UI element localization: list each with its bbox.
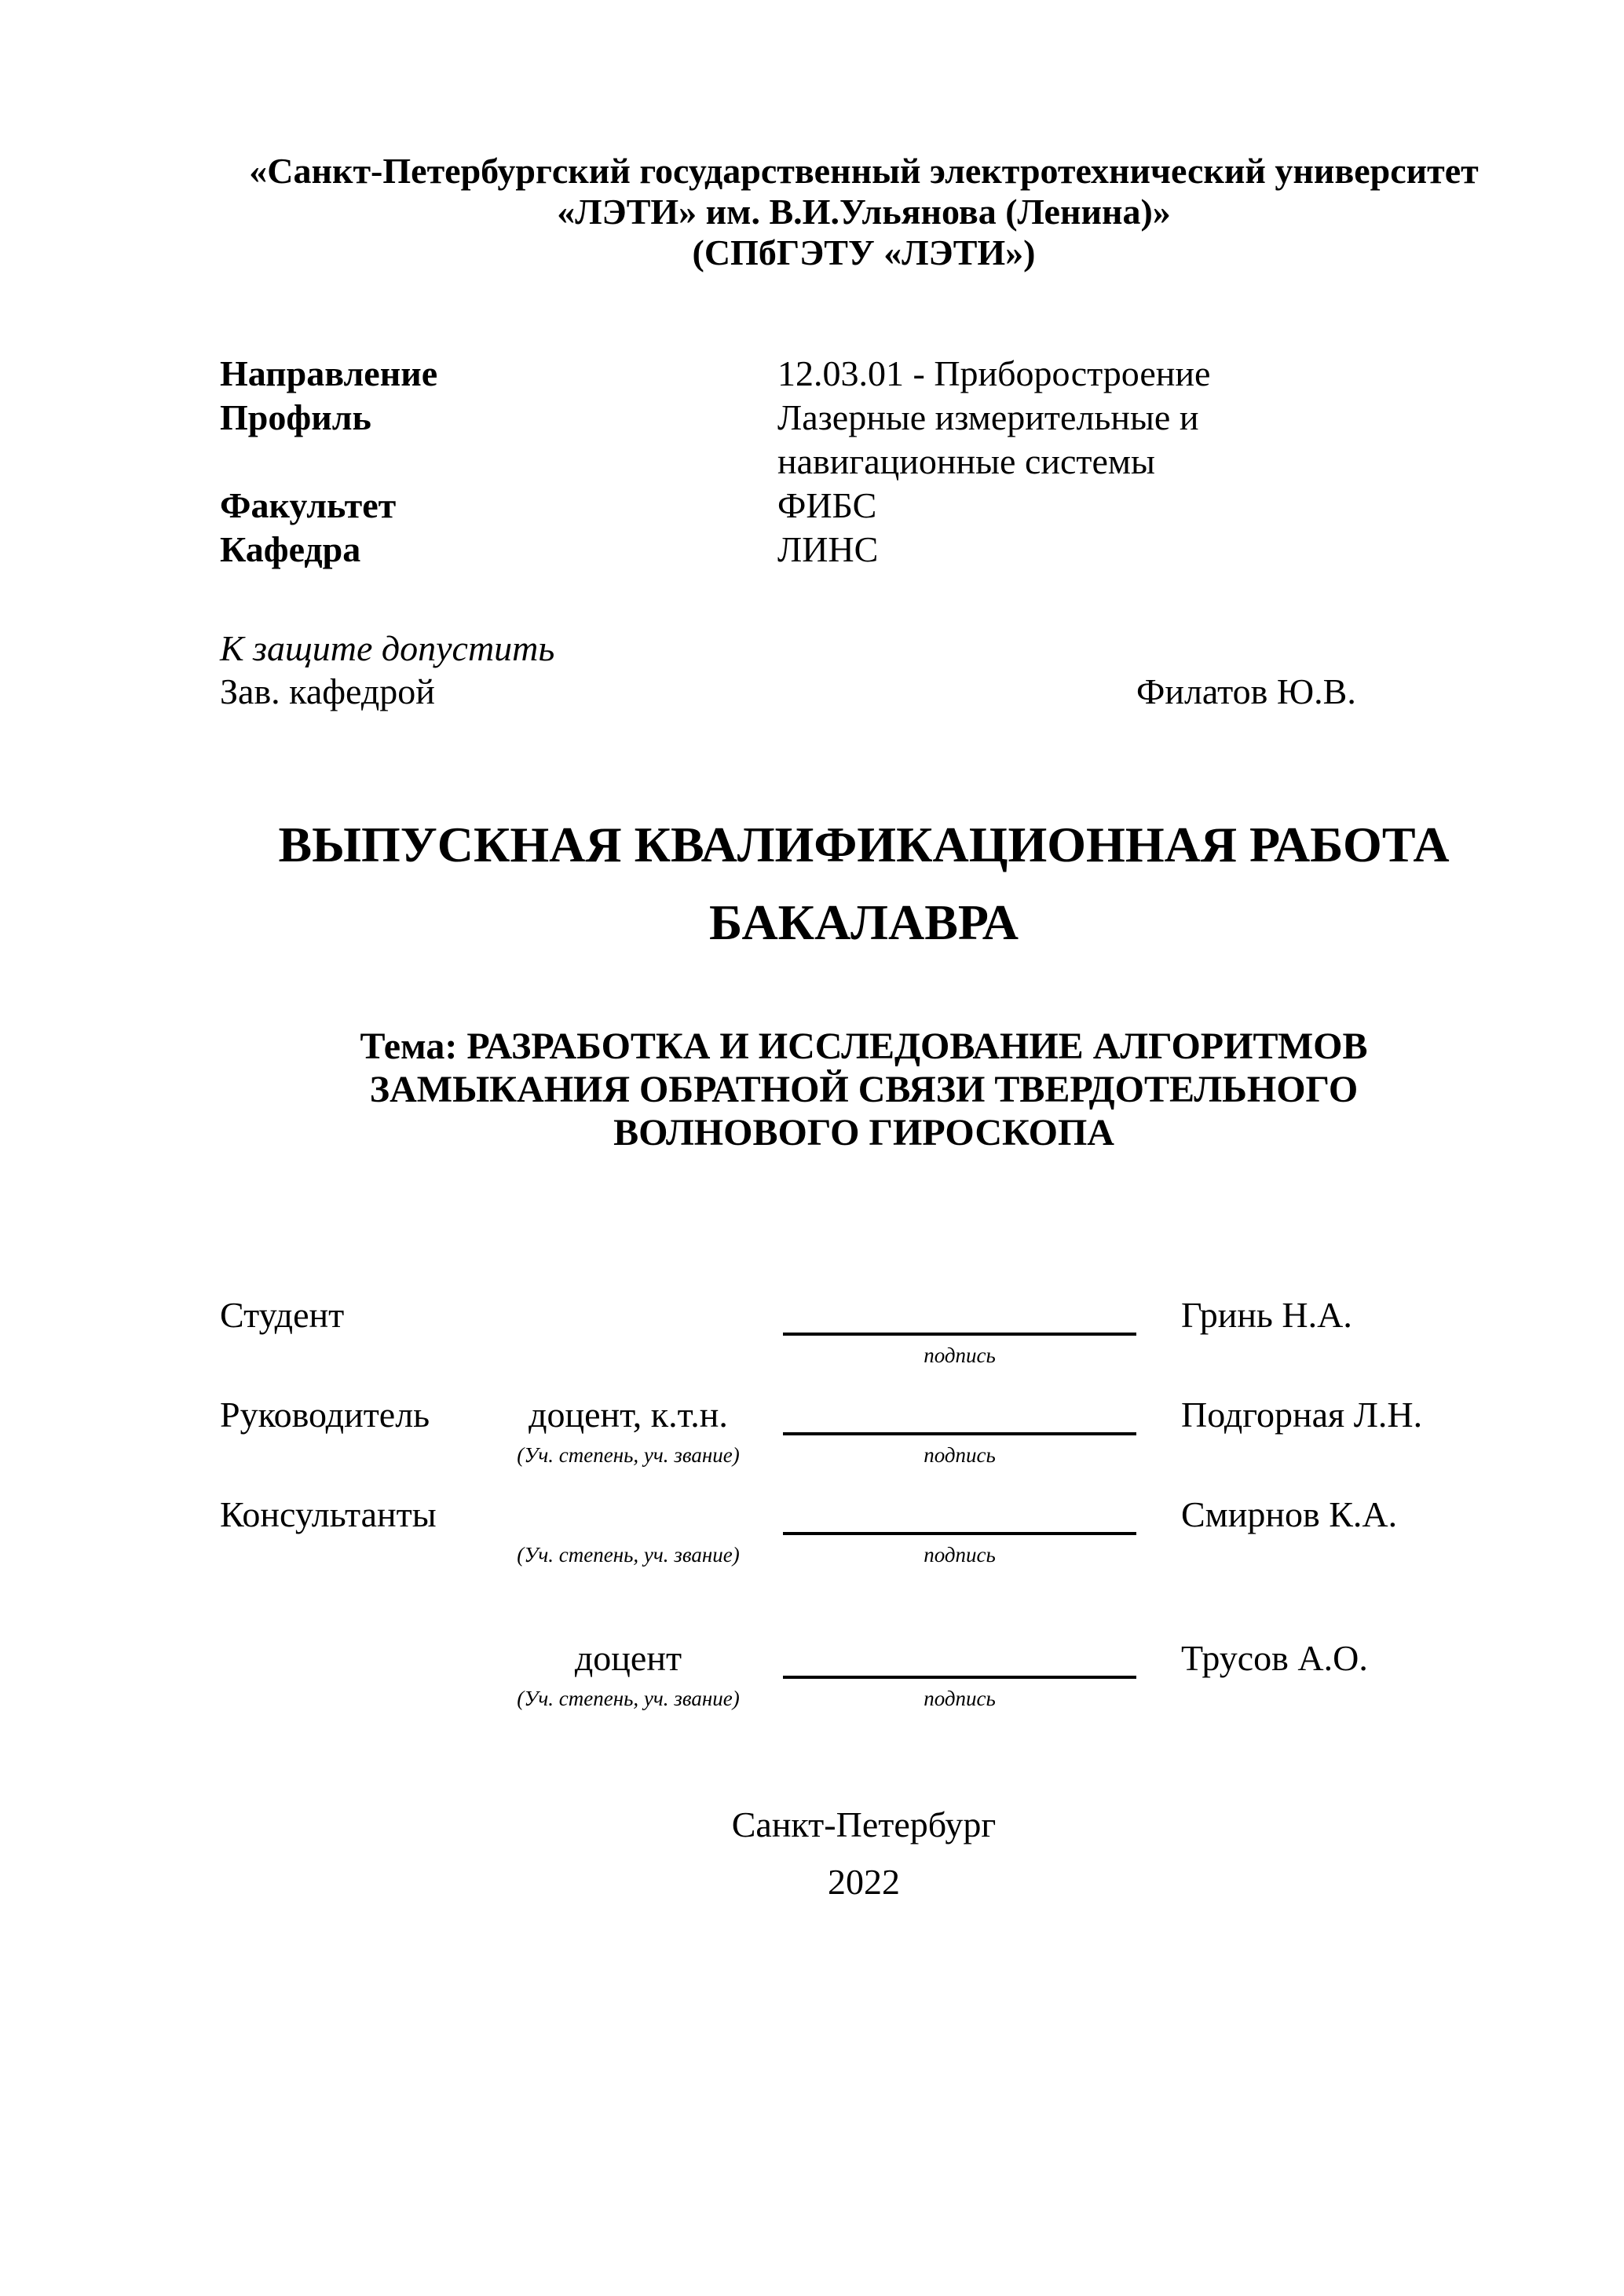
signature-row-supervisor: [220, 1395, 1508, 1467]
empty-cell: [1181, 1435, 1508, 1467]
approval-row: [220, 670, 1508, 713]
signature-degree-consultant-2: доцент: [574, 1638, 682, 1678]
signature-name-consultant-1: Смирнов К.А.: [1181, 1494, 1398, 1534]
work-title: [220, 815, 1508, 952]
sign-caption: подпись: [924, 1543, 996, 1567]
signature-row-student: [220, 1295, 1508, 1367]
field-row-direction: [220, 352, 1508, 396]
empty-cell: [1181, 1535, 1508, 1567]
signature-line-cell: [754, 1638, 1181, 1679]
degree-note: (Уч. степень, уч. звание): [517, 1687, 740, 1710]
approval-name: Филатов Ю.В.: [1136, 671, 1356, 711]
empty-cell: [220, 1679, 503, 1710]
program-fields: [220, 352, 1508, 572]
field-value-profile: Лазерные измерительные и: [777, 397, 1199, 437]
empty-cell: [1181, 1336, 1508, 1367]
signature-role-supervisor: Руководитель: [220, 1395, 430, 1435]
signature-row-consultant-1: [220, 1494, 1508, 1567]
theme-line2: ЗАМЫКАНИЯ ОБРАТНОЙ СВЯЗИ ТВЕРДОТЕЛЬНОГО: [369, 1069, 1359, 1110]
degree-note-empty: [220, 1336, 503, 1367]
signature-name-supervisor: Подгорная Л.Н.: [1181, 1395, 1423, 1435]
field-label-profile: Профиль: [220, 397, 371, 437]
university-name-line2: «ЛЭТИ» им. В.И.Ульянова (Ленина)»: [557, 192, 1171, 232]
signature-line-cell: [754, 1295, 1181, 1336]
work-title-line1: ВЫПУСКНАЯ КВАЛИФИКАЦИОННАЯ РАБОТА: [278, 817, 1450, 872]
university-header: [220, 151, 1508, 273]
theme-line1: Тема: РАЗРАБОТКА И ИССЛЕДОВАНИЕ АЛГОРИТМОВ: [360, 1026, 1368, 1067]
empty-cell: [1181, 1679, 1508, 1710]
field-label-faculty: Факультет: [220, 485, 397, 525]
degree-note: (Уч. степень, уч. звание): [517, 1443, 740, 1467]
signature-line: [783, 1395, 1136, 1435]
field-row-department: [220, 528, 1508, 572]
field-label-empty: [220, 440, 777, 484]
sign-caption: подпись: [924, 1443, 996, 1467]
page-footer: [220, 1803, 1508, 1903]
sign-caption: подпись: [924, 1687, 996, 1710]
page-content: [220, 151, 1508, 1903]
empty-cell: [220, 1535, 503, 1567]
field-row-faculty: [220, 484, 1508, 528]
signature-role-student: Студент: [220, 1295, 345, 1335]
signature-degree-student: [503, 1295, 754, 1336]
field-value-direction: 12.03.01 - Приборостроение: [777, 353, 1211, 393]
signature-name-student: Гринь Н.А.: [1181, 1295, 1352, 1335]
signature-line: [783, 1494, 1136, 1535]
thesis-theme: [220, 1025, 1508, 1154]
signature-line: [783, 1295, 1136, 1336]
footer-year: 2022: [828, 1862, 900, 1902]
field-label-department: Кафедра: [220, 529, 361, 569]
signature-row-consultant-2: [220, 1638, 1508, 1710]
university-abbreviation: (СПбГЭТУ «ЛЭТИ»): [692, 232, 1036, 272]
signature-line-cell: [754, 1494, 1181, 1535]
field-value-profile-continuation: навигационные системы: [777, 441, 1155, 481]
signature-role-empty: [220, 1638, 503, 1679]
footer-city: Санкт-Петербург: [731, 1804, 997, 1844]
approval-section: [220, 627, 1508, 713]
approval-role: Зав. кафедрой: [220, 671, 435, 711]
signature-role-consultants: Консультанты: [220, 1494, 437, 1534]
field-label-direction: Направление: [220, 353, 438, 393]
signature-degree-supervisor: доцент, к.т.н.: [529, 1395, 728, 1435]
signature-name-consultant-2: Трусов А.О.: [1181, 1638, 1368, 1678]
field-row-profile-continuation: [220, 440, 1508, 484]
signature-line: [783, 1638, 1136, 1679]
work-title-line2: БАКАЛАВРА: [708, 894, 1019, 950]
signature-line-cell: [754, 1395, 1181, 1435]
theme-line3: ВОЛНОВОГО ГИРОСКОПА: [613, 1112, 1114, 1153]
signature-degree-consultant-1: [503, 1494, 754, 1535]
field-row-profile: [220, 396, 1508, 440]
approval-permit-line: К защите допустить: [220, 628, 555, 668]
degree-note: (Уч. степень, уч. звание): [517, 1543, 740, 1567]
empty-cell: [220, 1435, 503, 1467]
field-value-department: ЛИНС: [777, 529, 879, 569]
university-name-line1: «Санкт-Петербургский государственный электротехнический университет: [249, 151, 1479, 191]
sign-caption: подпись: [924, 1344, 996, 1367]
field-value-faculty: ФИБС: [777, 485, 877, 525]
signature-block: [220, 1295, 1508, 1710]
